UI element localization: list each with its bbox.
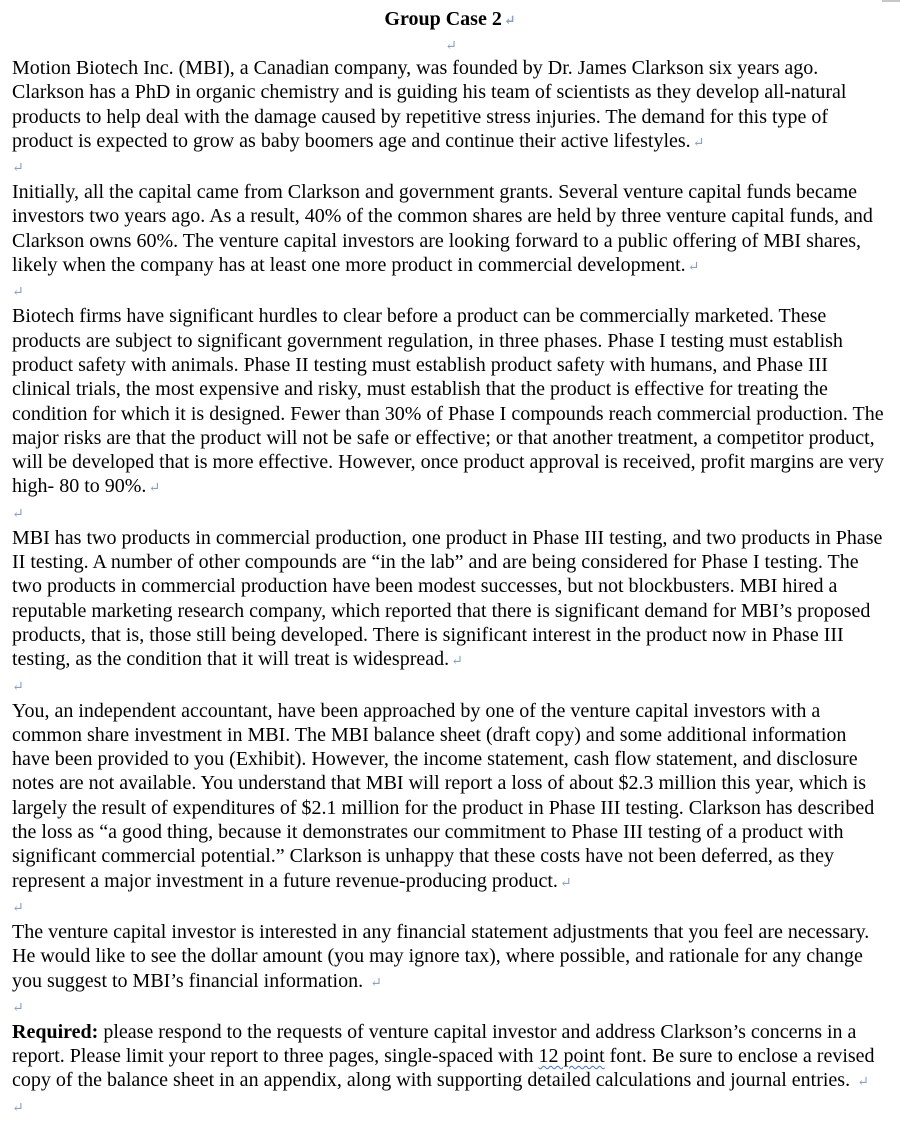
paragraph-text: MBI has two products in commercial production, one product in Phase III testing, and two products in Phase II testing. A number of other compounds are “in the lab” and are being considered for Phase I testing. The two products in commercial production have been modest successes, but not blockbusters. MBI hired a reputable marketing research company, which reported that there is significant demand for MBI’s proposed products, that is, those still being developed. There is significant interest in the product now in Phase III testing, as the condition that it will treat is widespread. [12,526,883,671]
paragraph-hurdles [12,304,888,501]
paragraph-mark-icon: ↵ [148,481,161,497]
empty-paragraph [12,280,888,304]
paragraph-intro [12,56,888,156]
title-text: Group Case 2 [384,8,502,30]
paragraph-mark-icon: ↵ [445,39,457,54]
empty-paragraph [12,32,888,56]
paragraph-accountant [12,699,888,896]
paragraph-text: Motion Biotech Inc. (MBI), a Canadian company, was founded by Dr. James Clarkson six years ago. Clarkson has a PhD in organic chemistry and is guiding his team of scientists as they develop all-natural products to help deal with the damage caused by repetitive stress injuries. The demand for this type of product is expected to grow as baby boomers age and continue their active lifestyles. [12,57,847,152]
paragraph-mark-icon: ↵ [687,260,700,276]
paragraph-text: Initially, all the capital came from Clarkson and government grants. Several venture capital funds became investors two years ago. As a result, 40% of the common shares are held by three venture capital funds, and Clarkson owns 60%. The venture capital investors are looking forward to a public offering of MBI shares, likely when the company has at least one more product in commercial development. [12,181,873,277]
paragraph-mark-icon: ↵ [451,654,463,670]
document-page [12,6,888,1120]
paragraph-required [12,1020,888,1096]
paragraph-text: Biotech firms have significant hurdles to clear before a product can be commercially marketed. These products are subject to significant government regulation, in three phases. Phase I testing must establish product safety with animals. Phase II testing must establish product safety with humans, and Phase III clinical trials, the most expensive and risky, must establish that the product is effective for treating the condition for which it is designed. Fewer than 30% of Phase I compounds reach commercial production. The major risks are that the product will not be safe or effective; or that another treatment, a competitor product, will be developed that is more effective. However, once product approval is received, profit margins are very high- 80 to 90%. [12,305,885,498]
paragraph-mark-icon: ↵ [12,679,24,695]
paragraph-mark-icon: ↵ [559,875,572,891]
paragraph-capital [12,180,888,280]
paragraph-mark-icon: ↵ [12,161,24,177]
empty-paragraph [12,156,888,180]
empty-paragraph [12,1096,888,1120]
paragraph-mark-icon: ↵ [857,1075,869,1091]
spelling-flag[interactable]: 12 point [538,1045,605,1068]
empty-paragraph [12,675,888,699]
paragraph-mark-icon: ↵ [370,975,382,991]
paragraph-mark-icon: ↵ [12,506,24,522]
paragraph-mark-icon: ↵ [12,1000,24,1016]
paragraph-mark-icon: ↵ [12,900,24,916]
paragraph-mark-icon: ↵ [12,1100,24,1116]
paragraph-adjustments [12,920,888,996]
empty-paragraph [12,996,888,1020]
required-text-before: please respond to the requests of venture capital investor and address Clarkson’s concerns in a report. Please limit your report to three pages, single-spaced with [12,1020,857,1068]
required-text-after: font. Be sure to enclose a revised copy of the balance sheet in an appendix, along with supporting detailed calculations and journal entries. [12,1045,875,1092]
page-title [12,6,888,32]
paragraph-text: You, an independent accountant, have been approached by one of the venture capital investors with a common share investment in MBI. The MBI balance sheet (draft copy) and some additional information have been provided to you (Exhibit). However, the income statement, cash flow statement, and disclosure notes are not available. You understand that MBI will report a loss of about $2.3 million this year, which is largely the result of expenditures of $2.1 million for the product in Phase III testing. Clarkson has described the loss as “a good thing, because it demonstrates our commitment to Phase III testing of a product with significant commercial potential.” Clarkson is unhappy that these costs have not been deferred, as they represent a major investment in a future revenue-producing product. [12,699,875,892]
required-label: Required: [12,1020,99,1043]
empty-paragraph [12,502,888,526]
paragraph-text: The venture capital investor is interested in any financial statement adjustments that you feel are necessary. He would like to see the dollar amount (you may ignore tax), where possible, and rationale for any change you suggest to MBI’s financial information. [12,920,870,992]
page-corner-mark [882,0,900,2]
paragraph-mark-icon: ↵ [12,285,24,301]
paragraph-mark-icon: ↵ [692,135,705,151]
paragraph-products [12,526,888,675]
paragraph-mark-icon: ↵ [503,14,516,29]
empty-paragraph [12,896,888,920]
